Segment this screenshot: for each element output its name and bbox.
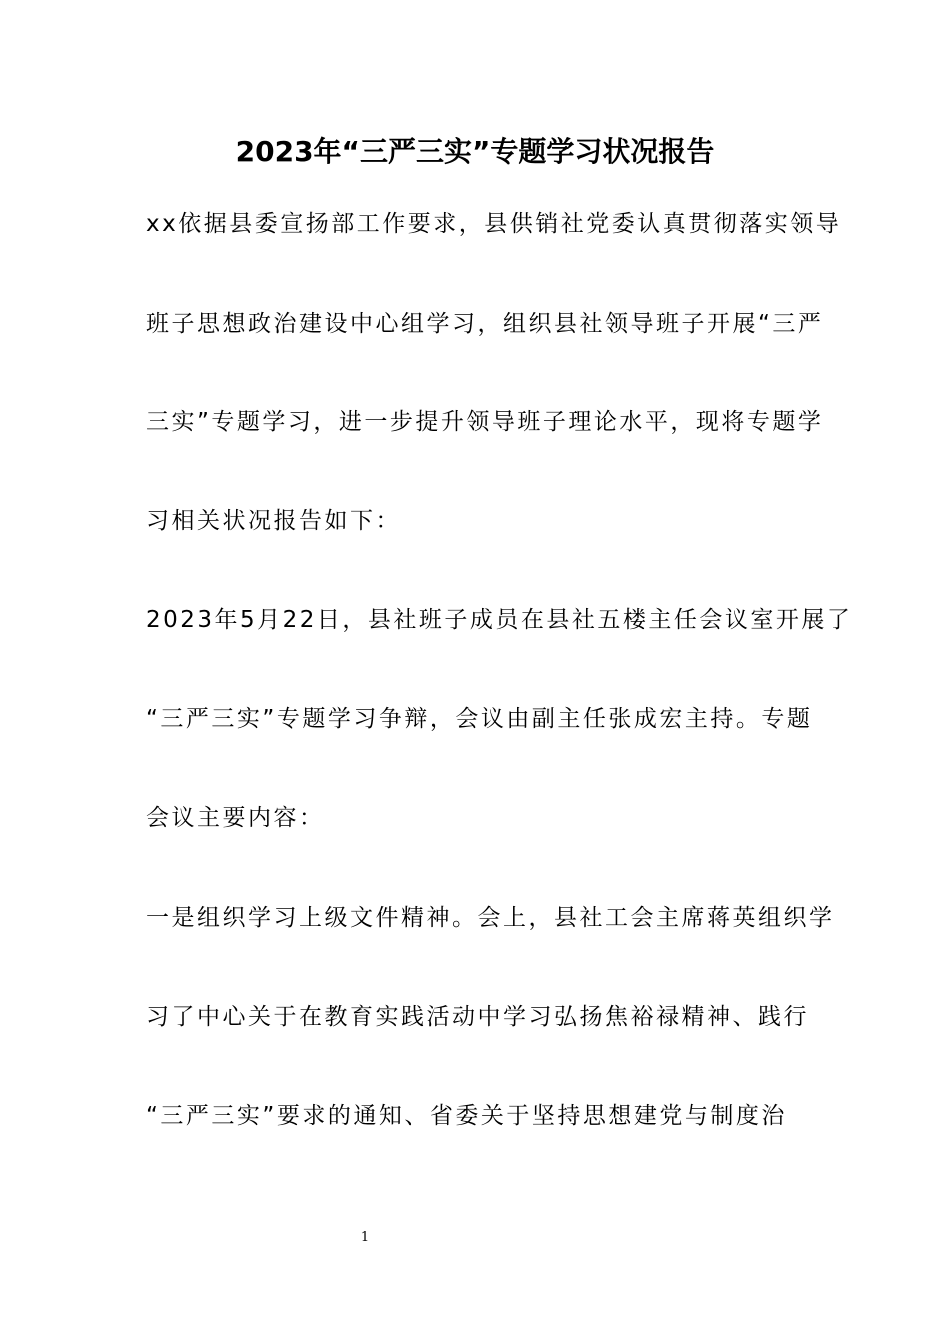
body-line-3: 三实”专题学习，进一步提升领导班子理论水平，现将专题学: [146, 409, 824, 435]
body-line-8: 一是组织学习上级文件精神。会上，县社工会主席蒋英组织学: [146, 905, 835, 931]
body-line-2: 班子思想政治建设中心组学习，组织县社领导班子开展“三严: [146, 311, 824, 337]
body-line-6: “三严三实”专题学习争辩，会议由副主任张成宏主持。专题: [146, 706, 813, 732]
page-number: 1: [360, 1230, 370, 1245]
body-line-10: “三严三实”要求的通知、省委关于坚持思想建党与制度治: [146, 1103, 787, 1129]
document-title: 2023年“三严三实”专题学习状况报告: [235, 135, 715, 168]
body-line-4: 习相关状况报告如下：: [146, 508, 401, 534]
body-line-1: xx依据县委宣扬部工作要求，县供销社党委认真贯彻落实领导: [146, 211, 842, 237]
body-line-5: 2023年5月22日，县社班子成员在县社五楼主任会议室开展了: [146, 607, 853, 633]
body-line-9: 习了中心关于在教育实践活动中学习弘扬焦裕禄精神、践行: [146, 1004, 809, 1030]
body-line-7: 会议主要内容：: [146, 805, 325, 831]
